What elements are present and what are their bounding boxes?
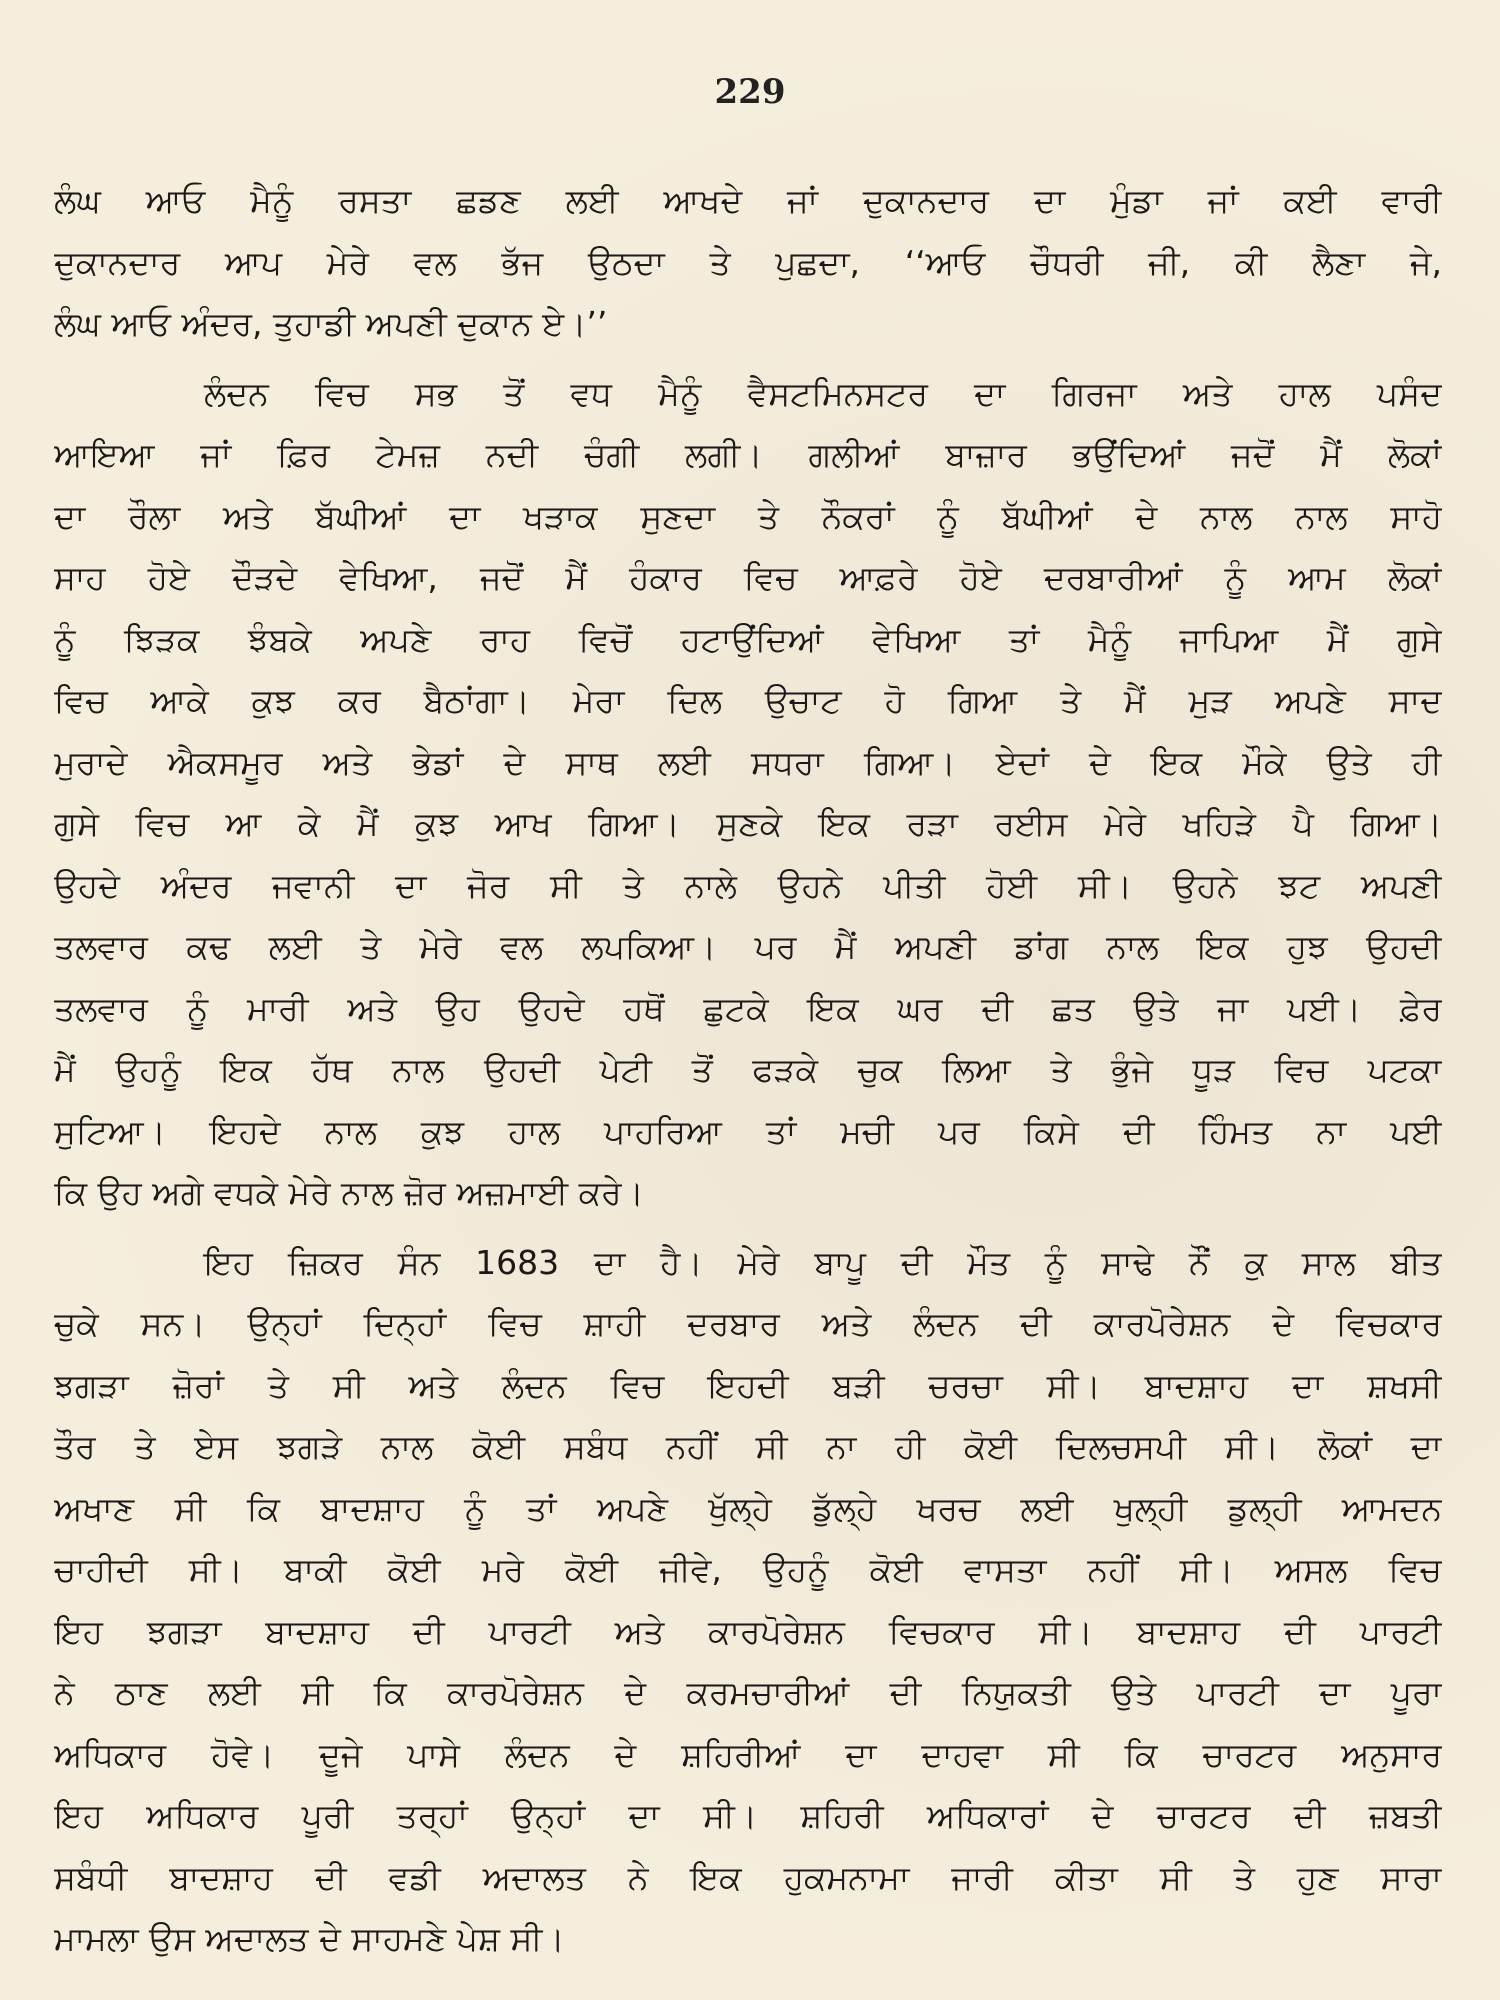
text-line: ਅਧਿਕਾਰ ਹੋਵੇ। ਦੂਜੇ ਪਾਸੇ ਲੰਦਨ ਦੇ ਸ਼ਹਿਰੀਆਂ ਦਾ ਦਾਹਵਾ ਸੀ ਕਿ ਚਾਰਟਰ ਅਨੁਸਾਰ xyxy=(54,1734,1442,1774)
text-line: ਤੌਰ ਤੇ ਏਸ ਝਗੜੇ ਨਾਲ ਕੋਈ ਸਬੰਧ ਨਹੀਂ ਸੀ ਨਾ ਹੀ ਕੋਈ ਦਿਲਚਸਪੀ ਸੀ। ਲੋਕਾਂ ਦਾ xyxy=(54,1427,1442,1466)
text-line: ਸਾਹ ਹੋਏ ਦੌੜਦੇ ਵੇਖਿਆ, ਜਦੋਂ ਮੈਂ ਹੰਕਾਰ ਵਿਚ ਆਫ਼ਰੇ ਹੋਏ ਦਰਬਾਰੀਆਂ ਨੂੰ ਆਮ ਲੋਕਾਂ xyxy=(54,558,1442,597)
text-line: ਮਾਮਲਾ ਉਸ ਅਦਾਲਤ ਦੇ ਸਾਹਮਣੇ ਪੇਸ਼ ਸੀ। xyxy=(54,1919,565,1958)
text-line: ਸਬੰਧੀ ਬਾਦਸ਼ਾਹ ਦੀ ਵਡੀ ਅਦਾਲਤ ਨੇ ਇਕ ਹੁਕਮਨਾਮਾ ਜਾਰੀ ਕੀਤਾ ਸੀ ਤੇ ਹੁਣ ਸਾਰਾ xyxy=(54,1857,1442,1897)
text-line: ਨੇ ਠਾਣ ਲਈ ਸੀ ਕਿ ਕਾਰਪੋਰੇਸ਼ਨ ਦੇ ਕਰਮਚਾਰੀਆਂ ਦੀ ਨਿਯੁਕਤੀ ਉਤੇ ਪਾਰਟੀ ਦਾ ਪੂਰਾ xyxy=(54,1673,1442,1712)
text-line: ਝਗੜਾ ਜ਼ੋਰਾਂ ਤੇ ਸੀ ਅਤੇ ਲੰਦਨ ਵਿਚ ਇਹਦੀ ਬੜੀ ਚਰਚਾ ਸੀ। ਬਾਦਸ਼ਾਹ ਦਾ ਸ਼ਖਸੀ xyxy=(54,1365,1442,1405)
text-line: ਚੁਕੇ ਸਨ। ਉਨ੍ਹਾਂ ਦਿਨ੍ਹਾਂ ਵਿਚ ਸ਼ਾਹੀ ਦਰਬਾਰ ਅਤੇ ਲੰਦਨ ਦੀ ਕਾਰਪੋਰੇਸ਼ਨ ਦੇ ਵਿਚਕਾਰ xyxy=(54,1304,1442,1343)
text-line: ਇਹ ਅਧਿਕਾਰ ਪੂਰੀ ਤਰ੍ਹਾਂ ਉਨ੍ਹਾਂ ਦਾ ਸੀ। ਸ਼ਹਿਰੀ ਅਧਿਕਾਰਾਂ ਦੇ ਚਾਰਟਰ ਦੀ ਜ਼ਬਤੀ xyxy=(54,1796,1442,1835)
paragraph xyxy=(54,170,1442,355)
body-text xyxy=(54,170,1442,1970)
text-line: ਚਾਹੀਦੀ ਸੀ। ਬਾਕੀ ਕੋਈ ਮਰੇ ਕੋਈ ਜੀਵੇ, ਉਹਨੂੰ ਕੋਈ ਵਾਸਤਾ ਨਹੀਂ ਸੀ। ਅਸਲ ਵਿਚ xyxy=(54,1550,1442,1589)
text-line: ਆਇਆ ਜਾਂ ਫ਼ਿਰ ਟੇਮਜ਼ ਨਦੀ ਚੰਗੀ ਲਗੀ। ਗਲੀਆਂ ਬਾਜ਼ਾਰ ਭਉਂਦਿਆਂ ਜਦੋਂ ਮੈਂ ਲੋਕਾਂ xyxy=(54,435,1442,474)
text-line: ਲੰਦਨ ਵਿਚ ਸਭ ਤੋਂ ਵਧ ਮੈਨੂੰ ਵੈਸਟਮਿਨਸਟਰ ਦਾ ਗਿਰਜਾ ਅਤੇ ਹਾਲ ਪਸੰਦ xyxy=(204,373,1442,413)
text-line: ਸੁਟਿਆ। ਇਹਦੇ ਨਾਲ ਕੁਝ ਹਾਲ ਪਾਹਰਿਆ ਤਾਂ ਮਚੀ ਪਰ ਕਿਸੇ ਦੀ ਹਿੰਮਤ ਨਾ ਪਈ xyxy=(54,1111,1442,1151)
text-line: ਲੰਘ ਆਓ ਮੈਨੂੰ ਰਸਤਾ ਛਡਣ ਲਈ ਆਖਦੇ ਜਾਂ ਦੁਕਾਨਦਾਰ ਦਾ ਮੁੰਡਾ ਜਾਂ ਕਈ ਵਾਰੀ xyxy=(54,181,1442,220)
text-line: ਮੁਰਾਦੇ ਐਕਸਮੂਰ ਅਤੇ ਭੇਡਾਂ ਦੇ ਸਾਥ ਲਈ ਸਧਰਾ ਗਿਆ। ਏਦਾਂ ਦੇ ਇਕ ਮੌਕੇ ਉਤੇ ਹੀ xyxy=(54,742,1442,782)
text-line: ਇਹ ਝਗੜਾ ਬਾਦਸ਼ਾਹ ਦੀ ਪਾਰਟੀ ਅਤੇ ਕਾਰਪੋਰੇਸ਼ਨ ਵਿਚਕਾਰ ਸੀ। ਬਾਦਸ਼ਾਹ ਦੀ ਪਾਰਟੀ xyxy=(54,1611,1442,1651)
text-line: ਇਹ ਜ਼ਿਕਰ ਸੰਨ 1683 ਦਾ ਹੈ। ਮੇਰੇ ਬਾਪੂ ਦੀ ਮੌਤ ਨੂੰ ਸਾਢੇ ਨੌਂ ਕੁ ਸਾਲ ਬੀਤ xyxy=(204,1242,1442,1282)
paragraph xyxy=(54,363,1442,1224)
text-line: ਕਿ ਉਹ ਅਗੇ ਵਧਕੇ ਮੇਰੇ ਨਾਲ ਜ਼ੋਰ ਅਜ਼ਮਾਈ ਕਰੇ। xyxy=(54,1173,644,1212)
text-line: ਦੁਕਾਨਦਾਰ ਆਪ ਮੇਰੇ ਵਲ ਭੱਜ ਉਠਦਾ ਤੇ ਪੁਛਦਾ, ‘‘ਆਓ ਚੌਧਰੀ ਜੀ, ਕੀ ਲੈਣਾ ਜੇ, xyxy=(54,242,1442,282)
text-line: ਅਖਾਣ ਸੀ ਕਿ ਬਾਦਸ਼ਾਹ ਨੂੰ ਤਾਂ ਅਪਣੇ ਖੁੱਲ੍ਹੇ ਡੁੱਲ੍ਹੇ ਖਰਚ ਲਈ ਖੁਲ੍ਹੀ ਡੁਲ੍ਹੀ ਆਮਦਨ xyxy=(54,1488,1442,1528)
text-line: ਤਲਵਾਰ ਨੂੰ ਮਾਰੀ ਅਤੇ ਉਹ ਉਹਦੇ ਹਥੋਂ ਛੁਟਕੇ ਇਕ ਘਰ ਦੀ ਛਤ ਉਤੇ ਜਾ ਪਈ। ਫ਼ੇਰ xyxy=(54,988,1442,1028)
text-line: ਤਲਵਾਰ ਕਢ ਲਈ ਤੇ ਮੇਰੇ ਵਲ ਲਪਕਿਆ। ਪਰ ਮੈਂ ਅਪਣੀ ਡਾਂਗ ਨਾਲ ਇਕ ਹੁਝ ਉਹਦੀ xyxy=(54,927,1442,966)
text-line: ਮੈਂ ਉਹਨੂੰ ਇਕ ਹੱਥ ਨਾਲ ਉਹਦੀ ਪੇਟੀ ਤੋਂ ਫੜਕੇ ਚੁਕ ਲਿਆ ਤੇ ਭੁੰਜੇ ਧੂੜ ਵਿਚ ਪਟਕਾ xyxy=(54,1050,1442,1089)
text-line: ਵਿਚ ਆਕੇ ਕੁਝ ਕਰ ਬੈਠਾਂਗਾ। ਮੇਰਾ ਦਿਲ ਉਚਾਟ ਹੋ ਗਿਆ ਤੇ ਮੈਂ ਮੁੜ ਅਪਣੇ ਸਾਦ xyxy=(54,681,1442,720)
text-line: ਦਾ ਰੌਲਾ ਅਤੇ ਬੱਘੀਆਂ ਦਾ ਖੜਾਕ ਸੁਣਦਾ ਤੇ ਨੌਕਰਾਂ ਨੂੰ ਬੱਘੀਆਂ ਦੇ ਨਾਲ ਨਾਲ ਸਾਹੋ xyxy=(54,496,1442,536)
text-line: ਗੁਸੇ ਵਿਚ ਆ ਕੇ ਮੈਂ ਕੁਝ ਆਖ ਗਿਆ। ਸੁਣਕੇ ਇਕ ਰੜਾ ਰਈਸ ਮੇਰੇ ਖਹਿੜੇ ਪੈ ਗਿਆ। xyxy=(54,804,1442,843)
page-number: 229 xyxy=(714,72,786,112)
text-line: ਨੂੰ ਝਿੜਕ ਝੰਬਕੇ ਅਪਣੇ ਰਾਹ ਵਿਚੋਂ ਹਟਾਉਂਦਿਆਂ ਵੇਖਿਆ ਤਾਂ ਮੈਨੂੰ ਜਾਪਿਆ ਮੈਂ ਗੁਸੇ xyxy=(54,619,1442,659)
text-line: ਲੰਘ ਆਓ ਅੰਦਰ, ਤੁਹਾਡੀ ਅਪਣੀ ਦੁਕਾਨ ਏ।’’ xyxy=(54,304,608,343)
paragraph xyxy=(54,1232,1442,1970)
text-line: ਉਹਦੇ ਅੰਦਰ ਜਵਾਨੀ ਦਾ ਜੋਰ ਸੀ ਤੇ ਨਾਲੇ ਉਹਨੇ ਪੀਤੀ ਹੋਈ ਸੀ। ਉਹਨੇ ਝਟ ਅਪਣੀ xyxy=(54,865,1442,905)
